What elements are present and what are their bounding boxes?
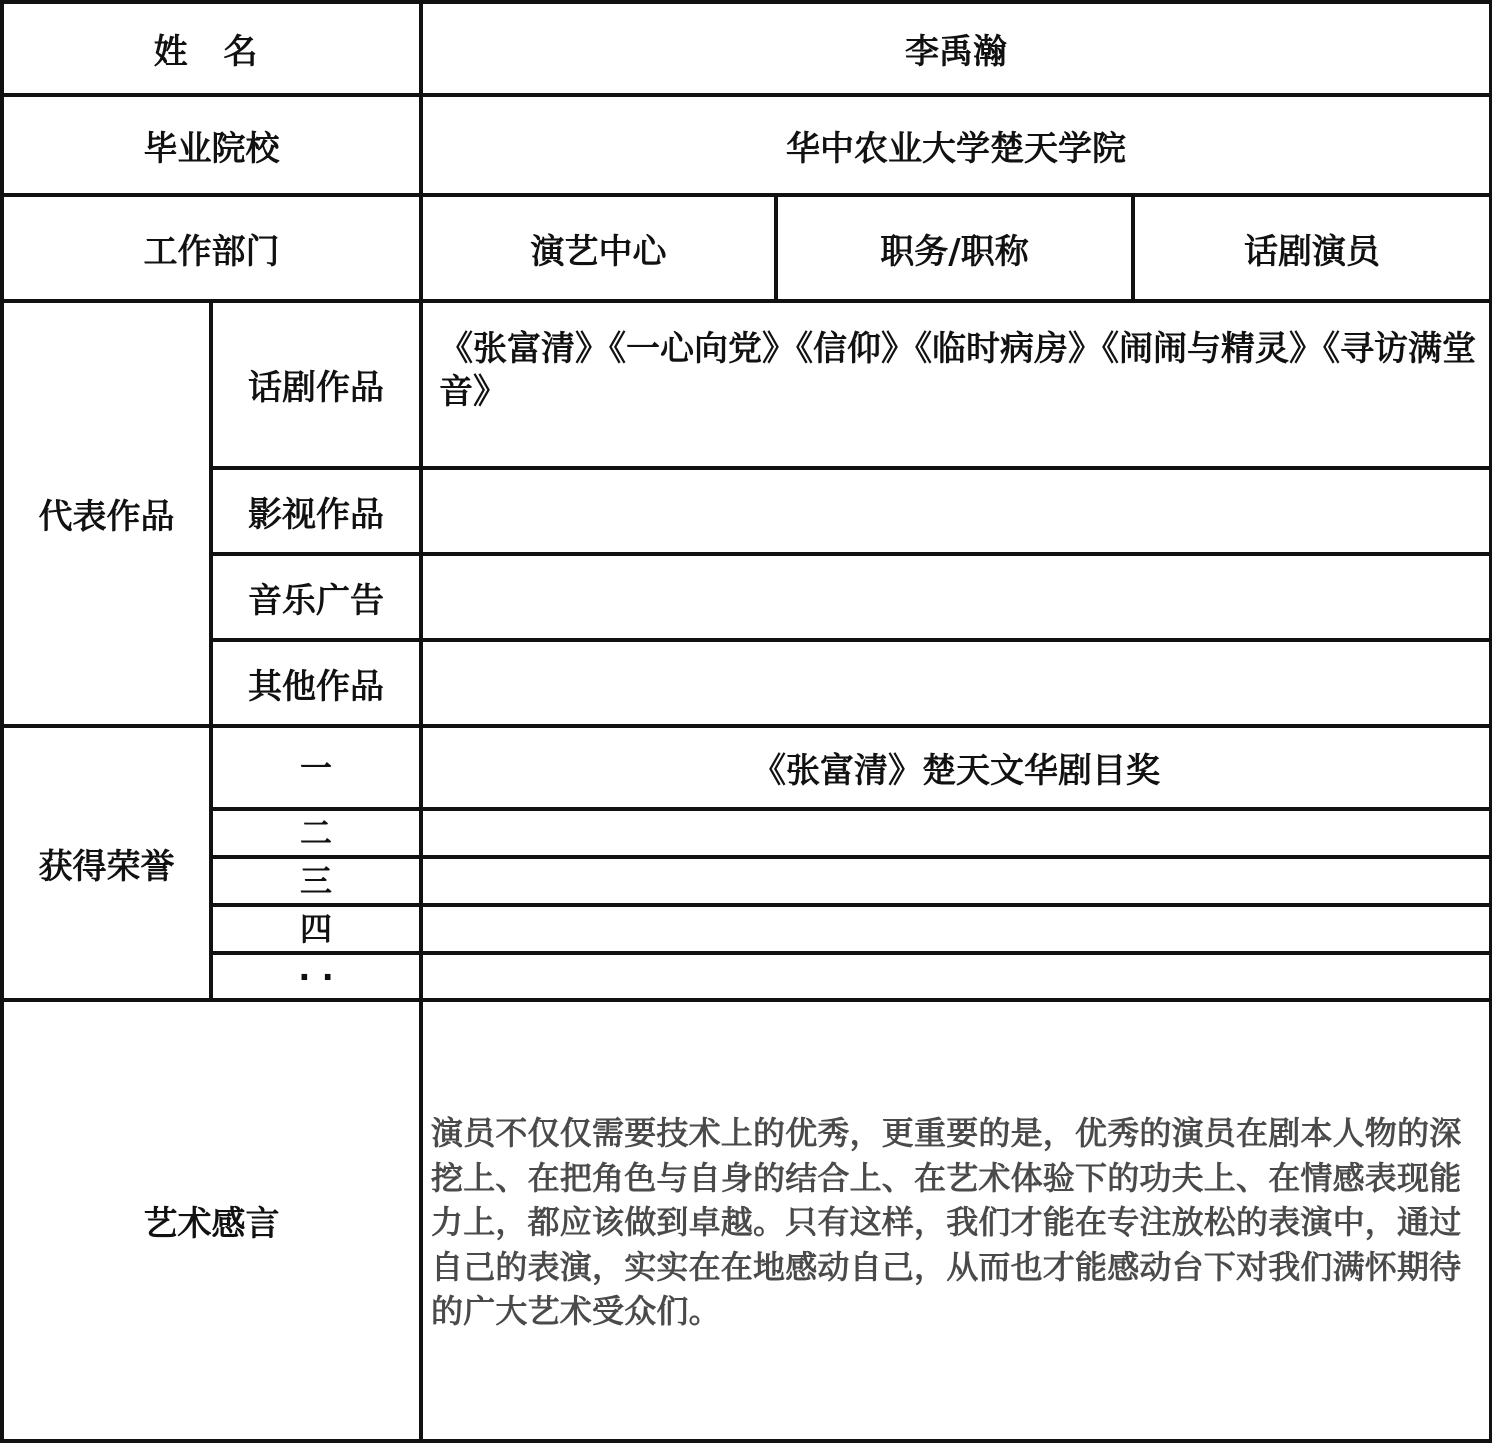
representative-works-label: 代表作品 [2, 301, 211, 726]
honor-index: 二 [211, 809, 421, 857]
honor-value [421, 905, 1491, 953]
school-value: 华中农业大学楚天学院 [421, 95, 1491, 195]
music-ads-value [421, 554, 1491, 640]
honor-row [2, 809, 1491, 857]
honor-index: 四 [211, 905, 421, 953]
film-works-row [2, 468, 1491, 554]
honor-row [2, 726, 1491, 809]
work-department-value: 演艺中心 [421, 195, 776, 301]
music-ads-row [2, 554, 1491, 640]
film-works-label: 影视作品 [211, 468, 421, 554]
school-row [2, 95, 1491, 195]
film-works-value [421, 468, 1491, 554]
drama-works-row [2, 301, 1491, 468]
name-row [2, 2, 1491, 95]
honor-value [421, 857, 1491, 905]
art-statement-text: 演员不仅仅需要技术上的优秀，更重要的是，优秀的演员在剧本人物的深挖上、在把角色与自身的结合上、在艺术体验下的功夫上、在情感表现能力上，都应该做到卓越。只有这样，我们才能在专注放松的表演中，通过自己的表演，实实在在地感动自己，从而也才能感动台下对我们满怀期待的广大艺术受众们。 [421, 1000, 1491, 1441]
honor-row [2, 857, 1491, 905]
work-department-label: 工作部门 [2, 195, 421, 301]
honor-value [421, 809, 1491, 857]
drama-works-value: 《张富清》《一心向党》《信仰》《临时病房》《闹闹与精灵》《寻访满堂音》 [421, 301, 1491, 468]
honor-row [2, 953, 1491, 1000]
honor-index: 一 [211, 726, 421, 809]
name-value: 李禹瀚 [421, 2, 1491, 95]
job-title-value: 话剧演员 [1133, 195, 1491, 301]
honor-index: · · [211, 953, 421, 1000]
name-label: 姓 名 [2, 2, 421, 95]
art-statement-label: 艺术感言 [2, 1000, 421, 1441]
honor-index: 三 [211, 857, 421, 905]
music-ads-label: 音乐广告 [211, 554, 421, 640]
other-works-row [2, 640, 1491, 726]
drama-works-label: 话剧作品 [211, 301, 421, 468]
honor-value: 《张富清》楚天文华剧目奖 [421, 726, 1491, 809]
honor-row [2, 905, 1491, 953]
school-label: 毕业院校 [2, 95, 421, 195]
honors-label: 获得荣誉 [2, 726, 211, 1000]
work-row [2, 195, 1491, 301]
other-works-label: 其他作品 [211, 640, 421, 726]
other-works-value [421, 640, 1491, 726]
job-title-label: 职务/职称 [776, 195, 1133, 301]
honor-value [421, 953, 1491, 1000]
art-statement-row [2, 1000, 1491, 1441]
